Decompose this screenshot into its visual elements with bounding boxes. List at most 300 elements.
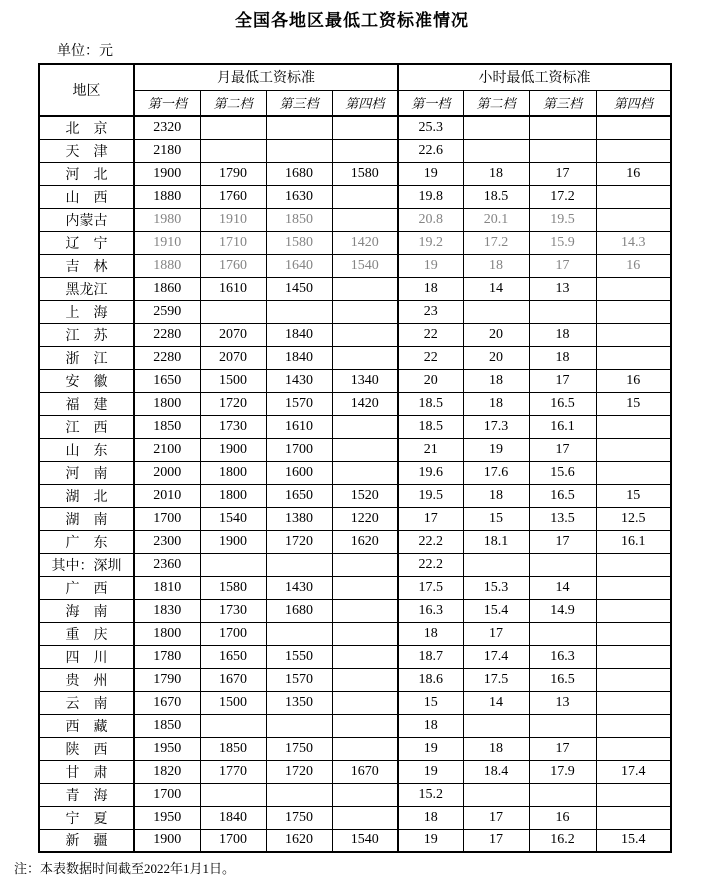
hourly-value-cell	[596, 139, 671, 162]
hourly-value-cell: 17.3	[463, 415, 529, 438]
hourly-value-cell	[596, 277, 671, 300]
table-row	[39, 300, 671, 323]
monthly-value-cell: 1670	[134, 691, 200, 714]
region-cell: 重 庆	[39, 622, 134, 645]
hourly-value-cell: 15.3	[463, 576, 529, 599]
table-row	[39, 576, 671, 599]
monthly-value-cell	[200, 783, 266, 806]
hourly-value-cell: 22.2	[398, 530, 463, 553]
hourly-value-cell: 18	[398, 277, 463, 300]
hourly-value-cell	[596, 691, 671, 714]
monthly-value-cell: 1540	[332, 829, 398, 852]
hourly-value-cell	[463, 139, 529, 162]
monthly-value-cell	[332, 461, 398, 484]
monthly-value-cell: 2590	[134, 300, 200, 323]
hourly-value-cell: 19	[398, 162, 463, 185]
hourly-value-cell: 16	[529, 806, 596, 829]
monthly-value-cell: 2360	[134, 553, 200, 576]
hourly-value-cell: 18.5	[398, 415, 463, 438]
monthly-value-cell: 1760	[200, 254, 266, 277]
table-row	[39, 254, 671, 277]
hourly-value-cell: 14	[463, 691, 529, 714]
monthly-value-cell	[332, 806, 398, 829]
hourly-value-cell: 13.5	[529, 507, 596, 530]
monthly-value-cell: 1220	[332, 507, 398, 530]
hourly-value-cell: 15	[596, 484, 671, 507]
monthly-value-cell: 1540	[332, 254, 398, 277]
monthly-value-cell: 1700	[134, 783, 200, 806]
table-row	[39, 438, 671, 461]
monthly-value-cell	[200, 300, 266, 323]
hourly-value-cell: 18	[463, 162, 529, 185]
monthly-value-cell: 1580	[332, 162, 398, 185]
monthly-value-cell: 1650	[134, 369, 200, 392]
monthly-value-cell	[332, 599, 398, 622]
monthly-value-cell: 1760	[200, 185, 266, 208]
hourly-value-cell: 16.3	[398, 599, 463, 622]
monthly-value-cell	[332, 323, 398, 346]
monthly-value-cell: 1700	[200, 622, 266, 645]
monthly-value-cell: 1670	[332, 760, 398, 783]
hourly-value-cell: 15.9	[529, 231, 596, 254]
monthly-value-cell: 2180	[134, 139, 200, 162]
hourly-value-cell	[596, 599, 671, 622]
region-cell: 福 建	[39, 392, 134, 415]
hourly-value-cell	[529, 622, 596, 645]
hourly-value-cell: 16.2	[529, 829, 596, 852]
monthly-value-cell: 1720	[200, 392, 266, 415]
hourly-value-cell: 17.4	[596, 760, 671, 783]
hourly-value-cell: 18	[529, 323, 596, 346]
monthly-value-cell: 1780	[134, 645, 200, 668]
table-row	[39, 392, 671, 415]
hourly-value-cell: 14	[463, 277, 529, 300]
table-row	[39, 346, 671, 369]
hourly-value-cell	[529, 714, 596, 737]
monthly-value-cell: 1580	[200, 576, 266, 599]
table-row	[39, 553, 671, 576]
monthly-value-cell: 1950	[134, 806, 200, 829]
monthly-value-cell: 1980	[134, 208, 200, 231]
hourly-value-cell: 16.5	[529, 392, 596, 415]
monthly-value-cell	[332, 438, 398, 461]
table-row	[39, 162, 671, 185]
monthly-value-cell: 2100	[134, 438, 200, 461]
hourly-value-cell: 19.8	[398, 185, 463, 208]
hourly-value-cell: 17.5	[463, 668, 529, 691]
hourly-value-cell: 19	[398, 737, 463, 760]
monthly-value-cell: 1640	[266, 254, 332, 277]
hourly-value-cell: 15.4	[463, 599, 529, 622]
monthly-value-cell: 1420	[332, 231, 398, 254]
hourly-value-cell: 18	[398, 622, 463, 645]
monthly-value-cell: 1720	[266, 760, 332, 783]
hourly-value-cell: 19	[398, 760, 463, 783]
hourly-value-cell: 15	[596, 392, 671, 415]
monthly-value-cell	[266, 714, 332, 737]
monthly-value-cell: 1840	[266, 346, 332, 369]
hourly-value-cell: 17	[529, 737, 596, 760]
hourly-value-cell	[596, 622, 671, 645]
monthly-value-cell: 1570	[266, 668, 332, 691]
monthly-value-cell: 1570	[266, 392, 332, 415]
table-row	[39, 208, 671, 231]
table-row	[39, 139, 671, 162]
monthly-value-cell: 2320	[134, 116, 200, 139]
monthly-value-cell	[200, 714, 266, 737]
unit-label: 单位：元	[57, 44, 113, 59]
hourly-value-cell: 18	[398, 806, 463, 829]
tier-header: 第三档	[529, 90, 596, 116]
hourly-value-cell	[463, 553, 529, 576]
monthly-value-cell: 1910	[134, 231, 200, 254]
monthly-value-cell: 1850	[266, 208, 332, 231]
region-cell: 吉 林	[39, 254, 134, 277]
hourly-value-cell	[463, 783, 529, 806]
monthly-value-cell	[332, 691, 398, 714]
monthly-value-cell: 1500	[200, 369, 266, 392]
monthly-value-cell: 1850	[134, 415, 200, 438]
table-header-row-tiers	[39, 90, 671, 116]
monthly-value-cell: 1750	[266, 806, 332, 829]
table-row	[39, 277, 671, 300]
hourly-value-cell: 16.5	[529, 668, 596, 691]
table-row	[39, 783, 671, 806]
hourly-value-cell	[596, 116, 671, 139]
monthly-value-cell: 1420	[332, 392, 398, 415]
hourly-value-cell	[596, 415, 671, 438]
monthly-value-cell: 2010	[134, 484, 200, 507]
monthly-value-cell: 1910	[200, 208, 266, 231]
hourly-value-cell: 15	[463, 507, 529, 530]
hourly-value-cell: 16.1	[596, 530, 671, 553]
table-row	[39, 622, 671, 645]
hourly-value-cell: 18.4	[463, 760, 529, 783]
monthly-value-cell: 1650	[200, 645, 266, 668]
table-row	[39, 806, 671, 829]
monthly-value-cell: 1540	[200, 507, 266, 530]
hourly-value-cell: 23	[398, 300, 463, 323]
hourly-value-cell	[596, 346, 671, 369]
hourly-value-cell: 16	[596, 162, 671, 185]
hourly-value-cell	[596, 300, 671, 323]
table-row	[39, 415, 671, 438]
monthly-value-cell	[332, 783, 398, 806]
hourly-value-cell: 16.1	[529, 415, 596, 438]
monthly-value-cell: 1600	[266, 461, 332, 484]
hourly-value-cell: 20	[463, 323, 529, 346]
hourly-value-cell: 20.8	[398, 208, 463, 231]
region-cell: 天 津	[39, 139, 134, 162]
hourly-value-cell: 19.5	[529, 208, 596, 231]
hourly-value-cell	[529, 139, 596, 162]
hourly-value-cell: 19.5	[398, 484, 463, 507]
region-cell: 贵 州	[39, 668, 134, 691]
monthly-value-cell: 1700	[134, 507, 200, 530]
monthly-value-cell	[200, 139, 266, 162]
table-row	[39, 369, 671, 392]
monthly-value-cell: 1340	[332, 369, 398, 392]
hourly-value-cell: 17	[529, 530, 596, 553]
region-cell: 北 京	[39, 116, 134, 139]
hourly-value-cell: 17	[463, 829, 529, 852]
hourly-value-cell	[596, 461, 671, 484]
table-row	[39, 185, 671, 208]
hourly-value-cell: 22	[398, 323, 463, 346]
region-cell: 广 西	[39, 576, 134, 599]
region-cell: 甘 肃	[39, 760, 134, 783]
table-row	[39, 323, 671, 346]
table-header-row-groups	[39, 64, 671, 90]
monthly-value-cell	[332, 346, 398, 369]
tier-header: 第一档	[398, 90, 463, 116]
monthly-value-cell	[332, 645, 398, 668]
monthly-value-cell: 1380	[266, 507, 332, 530]
monthly-value-cell: 1670	[200, 668, 266, 691]
hourly-value-cell: 14	[529, 576, 596, 599]
hourly-value-cell	[596, 668, 671, 691]
monthly-value-cell: 2000	[134, 461, 200, 484]
hourly-value-cell: 17	[463, 806, 529, 829]
hourly-value-cell	[596, 783, 671, 806]
hourly-value-cell	[596, 323, 671, 346]
region-cell: 山 东	[39, 438, 134, 461]
region-cell: 西 藏	[39, 714, 134, 737]
monthly-value-cell: 1710	[200, 231, 266, 254]
hourly-value-cell	[596, 208, 671, 231]
monthly-value-cell: 1500	[200, 691, 266, 714]
region-cell: 河 北	[39, 162, 134, 185]
monthly-value-cell: 1860	[134, 277, 200, 300]
hourly-value-cell: 15.6	[529, 461, 596, 484]
monthly-value-cell: 1840	[266, 323, 332, 346]
region-cell: 黑龙江	[39, 277, 134, 300]
monthly-value-cell: 1430	[266, 576, 332, 599]
monthly-value-cell: 2280	[134, 323, 200, 346]
table-row	[39, 760, 671, 783]
monthly-value-cell: 1720	[266, 530, 332, 553]
hourly-value-cell: 18	[463, 737, 529, 760]
region-cell: 其中：深圳	[39, 553, 134, 576]
monthly-value-cell: 1350	[266, 691, 332, 714]
monthly-value-cell	[266, 783, 332, 806]
hourly-value-cell: 22.2	[398, 553, 463, 576]
table-row	[39, 645, 671, 668]
hourly-value-cell: 18	[529, 346, 596, 369]
hourly-value-cell: 19	[463, 438, 529, 461]
hourly-value-cell: 22.6	[398, 139, 463, 162]
region-cell: 陕 西	[39, 737, 134, 760]
monthly-value-cell: 1900	[200, 530, 266, 553]
table-row	[39, 829, 671, 852]
region-cell: 湖 南	[39, 507, 134, 530]
monthly-value-cell	[266, 139, 332, 162]
region-cell: 河 南	[39, 461, 134, 484]
hourly-value-cell: 18.5	[398, 392, 463, 415]
hourly-value-cell: 17	[529, 438, 596, 461]
hourly-value-cell: 13	[529, 691, 596, 714]
region-column-header: 地区	[39, 64, 134, 116]
hourly-value-cell	[596, 806, 671, 829]
table-row	[39, 484, 671, 507]
monthly-value-cell	[332, 553, 398, 576]
hourly-value-cell: 20.1	[463, 208, 529, 231]
monthly-value-cell	[332, 668, 398, 691]
hourly-value-cell: 15.4	[596, 829, 671, 852]
monthly-value-cell: 1790	[200, 162, 266, 185]
region-cell: 四 川	[39, 645, 134, 668]
region-cell: 湖 北	[39, 484, 134, 507]
monthly-value-cell	[266, 553, 332, 576]
hourly-value-cell: 17	[398, 507, 463, 530]
hourly-value-cell: 25.3	[398, 116, 463, 139]
monthly-value-cell: 1830	[134, 599, 200, 622]
monthly-value-cell	[332, 576, 398, 599]
region-cell: 内蒙古	[39, 208, 134, 231]
tier-header: 第一档	[134, 90, 200, 116]
hourly-value-cell: 16.5	[529, 484, 596, 507]
hourly-value-cell: 18	[463, 369, 529, 392]
hourly-value-cell	[596, 714, 671, 737]
monthly-value-cell: 1520	[332, 484, 398, 507]
region-cell: 山 西	[39, 185, 134, 208]
hourly-value-cell: 13	[529, 277, 596, 300]
monthly-value-cell: 1800	[200, 484, 266, 507]
monthly-value-cell: 1550	[266, 645, 332, 668]
table-row	[39, 599, 671, 622]
hourly-value-cell: 17.2	[463, 231, 529, 254]
table-row	[39, 691, 671, 714]
table-row	[39, 714, 671, 737]
monthly-value-cell	[332, 415, 398, 438]
monthly-value-cell: 1620	[266, 829, 332, 852]
monthly-value-cell	[200, 116, 266, 139]
monthly-value-cell: 1950	[134, 737, 200, 760]
hourly-value-cell: 19	[398, 829, 463, 852]
monthly-value-cell: 1700	[266, 438, 332, 461]
monthly-value-cell: 1620	[332, 530, 398, 553]
monthly-value-cell: 1880	[134, 185, 200, 208]
monthly-value-cell: 2280	[134, 346, 200, 369]
monthly-value-cell: 1680	[266, 599, 332, 622]
monthly-value-cell: 1680	[266, 162, 332, 185]
monthly-value-cell	[332, 208, 398, 231]
monthly-value-cell: 1430	[266, 369, 332, 392]
hourly-value-cell: 15.2	[398, 783, 463, 806]
hourly-value-cell: 17.4	[463, 645, 529, 668]
monthly-value-cell: 1900	[134, 829, 200, 852]
monthly-value-cell	[332, 622, 398, 645]
hourly-value-cell	[596, 737, 671, 760]
hourly-value-cell: 18	[398, 714, 463, 737]
hourly-value-cell	[596, 438, 671, 461]
hourly-value-cell: 19.2	[398, 231, 463, 254]
hourly-value-cell: 21	[398, 438, 463, 461]
monthly-value-cell: 1880	[134, 254, 200, 277]
hourly-value-cell: 20	[463, 346, 529, 369]
monthly-value-cell: 2070	[200, 323, 266, 346]
region-cell: 青 海	[39, 783, 134, 806]
monthly-value-cell: 1800	[200, 461, 266, 484]
hourly-value-cell: 17.6	[463, 461, 529, 484]
hourly-value-cell: 16	[596, 369, 671, 392]
monthly-value-cell	[266, 300, 332, 323]
monthly-value-cell: 2070	[200, 346, 266, 369]
monthly-value-cell: 1630	[266, 185, 332, 208]
hourly-value-cell: 16.3	[529, 645, 596, 668]
monthly-value-cell: 2300	[134, 530, 200, 553]
region-cell: 江 苏	[39, 323, 134, 346]
hourly-value-cell	[529, 553, 596, 576]
monthly-group-header: 月最低工资标准	[134, 64, 398, 90]
hourly-value-cell	[529, 116, 596, 139]
hourly-value-cell: 18	[463, 484, 529, 507]
hourly-value-cell: 19.6	[398, 461, 463, 484]
tier-header: 第四档	[332, 90, 398, 116]
monthly-value-cell: 1900	[200, 438, 266, 461]
hourly-value-cell: 14.3	[596, 231, 671, 254]
region-cell: 安 徽	[39, 369, 134, 392]
monthly-value-cell: 1450	[266, 277, 332, 300]
hourly-value-cell: 17	[463, 622, 529, 645]
hourly-value-cell: 12.5	[596, 507, 671, 530]
hourly-value-cell	[463, 714, 529, 737]
hourly-value-cell	[463, 300, 529, 323]
monthly-value-cell	[266, 622, 332, 645]
monthly-value-cell	[332, 277, 398, 300]
hourly-value-cell: 17.5	[398, 576, 463, 599]
table-row	[39, 668, 671, 691]
monthly-value-cell: 1790	[134, 668, 200, 691]
region-cell: 云 南	[39, 691, 134, 714]
tier-header: 第四档	[596, 90, 671, 116]
tier-header: 第二档	[463, 90, 529, 116]
monthly-value-cell: 1730	[200, 415, 266, 438]
hourly-value-cell: 16	[596, 254, 671, 277]
table-row	[39, 530, 671, 553]
table-row	[39, 231, 671, 254]
region-cell: 浙 江	[39, 346, 134, 369]
monthly-value-cell	[200, 553, 266, 576]
hourly-value-cell	[529, 783, 596, 806]
hourly-value-cell: 14.9	[529, 599, 596, 622]
region-cell: 海 南	[39, 599, 134, 622]
hourly-value-cell: 17.2	[529, 185, 596, 208]
hourly-value-cell: 20	[398, 369, 463, 392]
monthly-value-cell: 1650	[266, 484, 332, 507]
hourly-value-cell	[529, 300, 596, 323]
monthly-value-cell	[332, 185, 398, 208]
monthly-value-cell: 1850	[134, 714, 200, 737]
hourly-value-cell	[596, 645, 671, 668]
monthly-value-cell: 1800	[134, 392, 200, 415]
hourly-value-cell: 18.6	[398, 668, 463, 691]
region-cell: 江 西	[39, 415, 134, 438]
hourly-value-cell: 17	[529, 254, 596, 277]
footnote: 注：本表数据时间截至2022年1月1日。	[14, 861, 236, 876]
region-cell: 广 东	[39, 530, 134, 553]
hourly-value-cell: 18	[463, 254, 529, 277]
hourly-group-header: 小时最低工资标准	[398, 64, 671, 90]
hourly-value-cell	[596, 576, 671, 599]
hourly-value-cell: 17	[529, 369, 596, 392]
monthly-value-cell: 1750	[266, 737, 332, 760]
monthly-value-cell: 1770	[200, 760, 266, 783]
region-cell: 宁 夏	[39, 806, 134, 829]
monthly-value-cell: 1610	[200, 277, 266, 300]
hourly-value-cell: 22	[398, 346, 463, 369]
monthly-value-cell	[332, 139, 398, 162]
